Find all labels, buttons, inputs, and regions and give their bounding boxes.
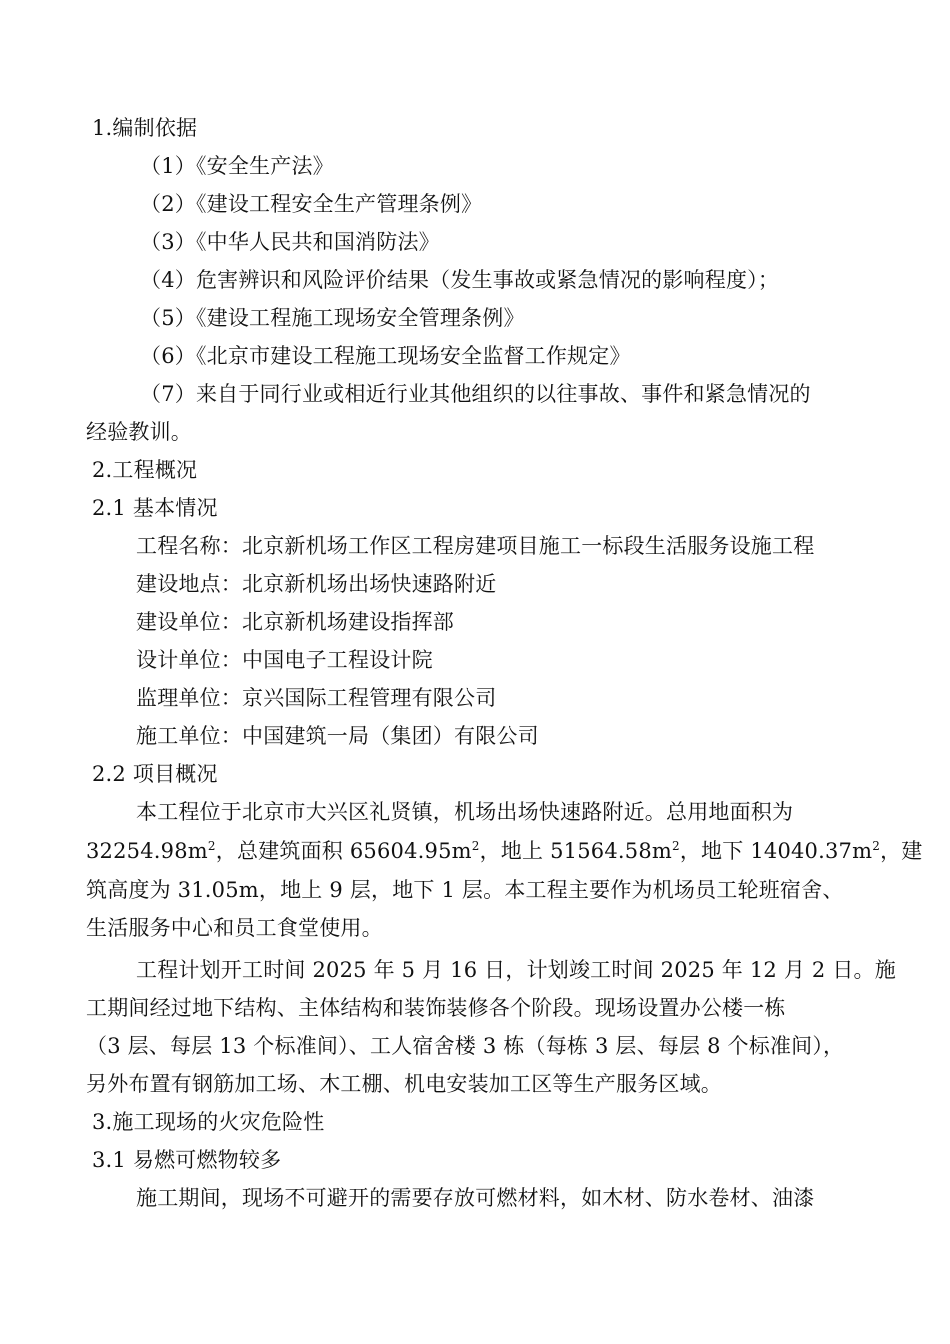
line-tail: ，建 — [880, 839, 923, 863]
overview-para-1-line-3: 筑高度为 31.05m，地上 9 层，地下 1 层。本工程主要作为机场员工轮班宿舍、 — [86, 878, 844, 902]
area-total-building: ，总建筑面积 65604.95m — [215, 839, 472, 863]
basis-item-5: （5）《建设工程施工现场安全管理条例》 — [140, 306, 525, 330]
section-1-heading: 1.编制依据 — [92, 116, 198, 140]
superscript: 2 — [672, 839, 680, 853]
section-2-heading: 2.工程概况 — [92, 458, 198, 482]
area-total-land: 32254.98m — [86, 839, 208, 863]
area-above-ground: ，地上 51564.58m — [479, 839, 672, 863]
area-below-ground: ，地下 14040.37m — [679, 839, 873, 863]
info-supervisor: 监理单位：京兴国际工程管理有限公司 — [136, 686, 497, 710]
superscript: 2 — [872, 839, 881, 853]
overview-para-2-line-4: 另外布置有钢筋加工场、木工棚、机电安装加工区等生产服务区域。 — [86, 1072, 722, 1096]
basis-item-6: （6）《北京市建设工程施工现场安全监督工作规定》 — [140, 344, 631, 368]
basis-item-4: （4）危害辨识和风险评价结果（发生事故或紧急情况的影响程度）； — [140, 268, 780, 292]
info-designer: 设计单位：中国电子工程设计院 — [136, 648, 433, 672]
basis-item-7-continued: 经验教训。 — [86, 420, 192, 444]
superscript: 2 — [207, 839, 216, 853]
overview-para-1-line-2 — [86, 832, 922, 870]
overview-para-2-line-1: 工程计划开工时间 2025 年 5 月 16 日，计划竣工时间 2025 年 12 月 2 日。施 — [136, 958, 896, 982]
fire-risk-para-line-1: 施工期间，现场不可避开的需要存放可燃材料，如木材、防水卷材、油漆 — [136, 1186, 815, 1210]
basis-item-2: （2）《建设工程安全生产管理条例》 — [140, 192, 483, 216]
basis-item-7: （7）来自于同行业或相近行业其他组织的以往事故、事件和紧急情况的 — [140, 382, 811, 406]
overview-para-2-line-3: （3 层、每层 13 个标准间）、工人宿舍楼 3 栋（每栋 3 层、每层 8 个标准间）， — [86, 1034, 845, 1058]
info-location: 建设地点：北京新机场出场快速路附近 — [136, 572, 497, 596]
section-3-heading: 3.施工现场的火灾危险性 — [92, 1110, 325, 1134]
section-3-1-heading: 3.1 易燃可燃物较多 — [92, 1148, 282, 1172]
info-contractor: 施工单位：中国建筑一局（集团）有限公司 — [136, 724, 539, 748]
overview-para-1-line-1: 本工程位于北京市大兴区礼贤镇，机场出场快速路附近。总用地面积为 — [136, 800, 794, 824]
overview-para-2-line-2: 工期间经过地下结构、主体结构和装饰装修各个阶段。现场设置办公楼一栋 — [86, 996, 786, 1020]
basis-item-1: （1）《安全生产法》 — [140, 154, 334, 178]
info-project-name: 工程名称：北京新机场工作区工程房建项目施工一标段生活服务设施工程 — [136, 534, 815, 558]
section-2-1-heading: 2.1 基本情况 — [92, 496, 218, 520]
section-2-2-heading: 2.2 项目概况 — [92, 762, 218, 786]
superscript: 2 — [471, 839, 480, 853]
info-owner: 建设单位：北京新机场建设指挥部 — [136, 610, 454, 634]
basis-item-3: （3）《中华人民共和国消防法》 — [140, 230, 440, 254]
overview-para-1-line-4: 生活服务中心和员工食堂使用。 — [86, 916, 383, 940]
